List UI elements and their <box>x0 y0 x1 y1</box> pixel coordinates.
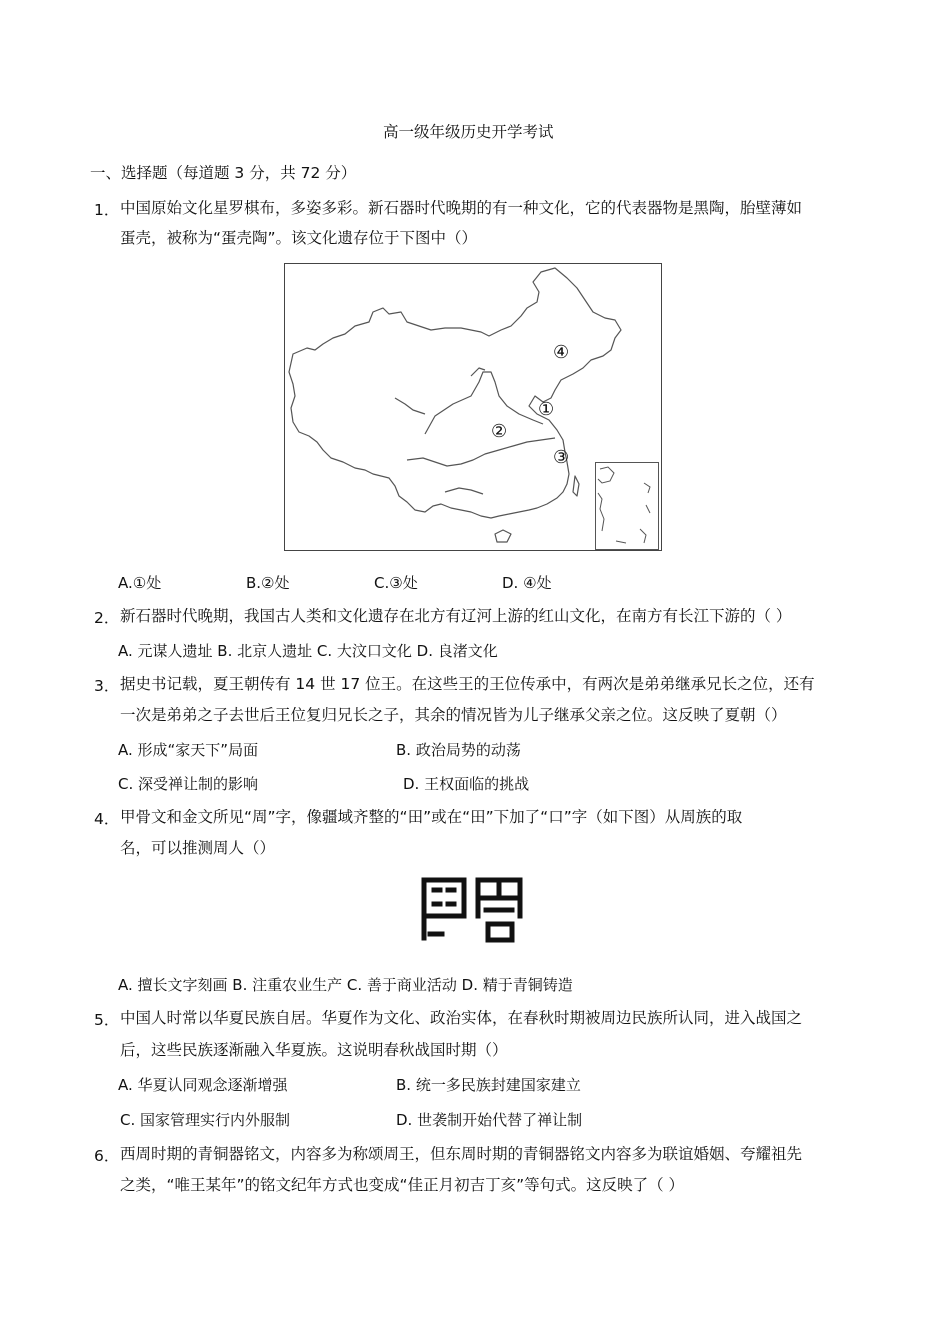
question-3-number: 3． <box>94 677 120 695</box>
question-5-line-1: 中国人时常以华夏民族自居。华夏作为文化、政治实体，在春秋时期被周边民族所认同，进入战国之 <box>120 1009 803 1027</box>
question-2-options: A. 元谋人遗址 B. 北京人遗址 C. 大汶口文化 D. 良渚文化 <box>118 642 498 660</box>
question-3-line-1: 据史书记载，夏王朝传有 14 世 17 位王。在这些王的王位传承中，有两次是弟弟继承兄长之位，还有 <box>120 675 815 693</box>
question-4-line-1: 甲骨文和金文所见“周”字，像疆域齐整的“田”或在“田”下加了“口”字（如下图）从周族的取 <box>120 808 743 826</box>
question-3-line-2: 一次是弟弟之子去世后王位复归兄长之子，其余的情况皆为儿子继承父亲之位。这反映了夏朝（） <box>120 706 787 724</box>
question-5-option-b: B. 统一多民族封建国家建立 <box>396 1076 581 1094</box>
question-3-option-b: B. 政治局势的动荡 <box>396 741 521 759</box>
question-4-number: 4． <box>94 810 120 828</box>
question-1-option-b: B.②处 <box>246 574 290 592</box>
question-1-number: 1． <box>94 201 120 219</box>
zhou-character-glyphs-image <box>418 870 528 948</box>
map-marker-1: ① <box>538 399 555 420</box>
question-1-line-2: 蛋壳，被称为“蛋壳陶”。该文化遗存位于下图中（） <box>120 229 478 247</box>
map-marker-4: ④ <box>553 342 570 363</box>
south-china-sea-inset <box>595 462 659 550</box>
question-6-number: 6． <box>94 1147 120 1165</box>
inset-map <box>596 463 656 547</box>
question-2-number: 2． <box>94 609 120 627</box>
china-map-figure <box>284 263 662 551</box>
question-3-option-a: A. 形成“家天下”局面 <box>118 741 259 759</box>
question-6-line-2: 之类，“唯王某年”的铭文纪年方式也变成“佳正月初吉丁亥”等句式。这反映了（ ） <box>120 1176 685 1194</box>
question-6-line-1: 西周时期的青铜器铭文，内容多为称颂周王，但东周时期的青铜器铭文内容多为联谊婚姻、夸耀祖先 <box>120 1145 803 1163</box>
question-1-option-a: A.①处 <box>118 574 162 592</box>
question-5-line-2: 后，这些民族逐渐融入华夏族。这说明春秋战国时期（） <box>120 1041 508 1059</box>
map-marker-3: ③ <box>553 447 570 468</box>
page-title: 高一级年级历史开学考试 <box>383 123 554 141</box>
question-2-line-1: 新石器时代晚期，我国古人类和文化遗存在北方有辽河上游的红山文化，在南方有长江下游的（ ） <box>120 607 792 625</box>
question-3-option-c: C. 深受禅让制的影响 <box>118 775 259 793</box>
question-1-option-c: C.③处 <box>374 574 418 592</box>
question-5-option-c: C. 国家管理实行内外服制 <box>120 1111 291 1129</box>
question-4-line-2: 名，可以推测周人（） <box>120 839 276 857</box>
map-marker-2: ② <box>491 421 508 442</box>
question-3-option-d: D. 王权面临的挑战 <box>403 775 530 793</box>
question-1-option-d: D. ④处 <box>502 574 552 592</box>
question-5-option-a: A. 华夏认同观念逐渐增强 <box>118 1076 288 1094</box>
question-1-line-1: 中国原始文化星罗棋布，多姿多彩。新石器时代晚期的有一种文化，它的代表器物是黑陶，胎壁薄如 <box>120 199 803 217</box>
question-5-option-d: D. 世袭制开始代替了禅让制 <box>396 1111 583 1129</box>
question-4-options: A. 擅长文字刻画 B. 注重农业生产 C. 善于商业活动 D. 精于青铜铸造 <box>118 976 573 994</box>
zhou-glyphs <box>418 870 528 948</box>
section-heading: 一、选择题（每道题 3 分，共 72 分） <box>90 164 357 182</box>
question-5-number: 5． <box>94 1011 120 1029</box>
